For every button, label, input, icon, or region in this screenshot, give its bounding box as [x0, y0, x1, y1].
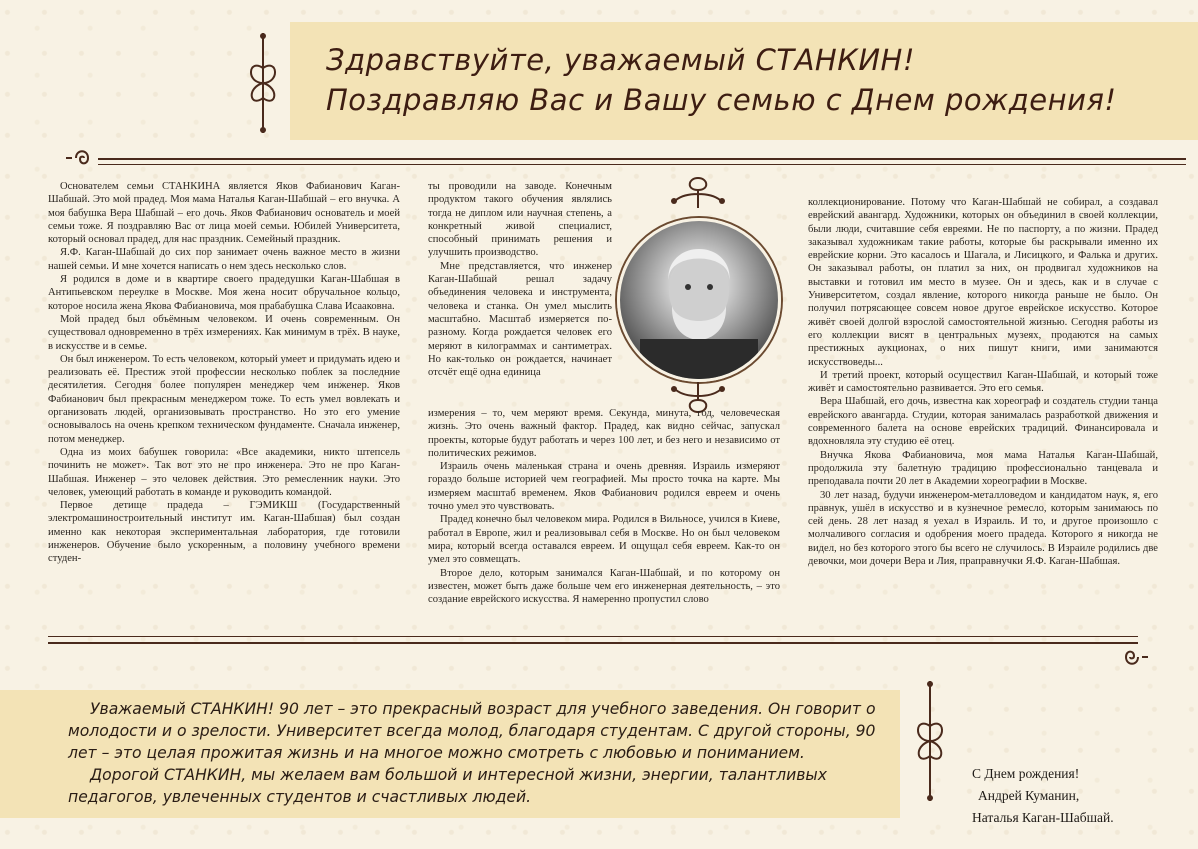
- flourish-ornament-portrait-top: [668, 176, 728, 210]
- flourish-ornament-top-left: [238, 28, 288, 138]
- paragraph: Первое детище прадеда – ГЭМИКШ (Государственный электромашиностроительный институт им. Каган-Шабшая) был создан именно как некоторая экспериментальная лаборатория, где готовили инженеров. Обучение было ускоренным, а половину учебного времени студен-: [48, 500, 400, 565]
- signature: [972, 763, 1114, 829]
- greeting-paragraph-1: Уважаемый СТАНКИН! 90 лет – это прекрасный возраст для учебного заведения. Он говорит о молодости и о зрелости. Университет всегда молод, благодаря студентам. С другой стороны, 90 лет – это целая прожитая жизнь и на многое можно смотреть с любовью и пониманием.: [68, 700, 876, 762]
- headline-line-1: Здравствуйте, уважаемый СТАНКИН!: [326, 43, 915, 77]
- article-column-1: [48, 180, 400, 566]
- top-rule: [98, 158, 1186, 160]
- article-column-2-bottom: [428, 407, 780, 606]
- paragraph: Основателем семьи СТАНКИНА является Яков Фабианович Каган-Шабшай. Это мой прадед. Моя мама Наталья Каган-Шабшай – его внучка. А моя бабушка Вера Шабшай – его дочь. Яков Фабианович основатель и моей семьи тоже. Я поздравляю Вас от лица моей семьи. Юбилей Университета, который основал прадед, для нас праздник. Семейный праздник.: [48, 181, 400, 246]
- paragraph: Прадед конечно был человеком мира. Родился в Вильносе, учился в Киеве, работал в Европе, жил и реализовывал себя в Москве. Но он был человеком мира, который всегда оставался евреем. И ощущал себя евреем. Как-то он умел это совмещать.: [428, 514, 780, 566]
- paragraph: И третий проект, который осуществил Каган-Шабшай, и который тоже живёт и самостоятельно развивается. Это его семья.: [808, 369, 1158, 395]
- paragraph: 30 лет назад, будучи инженером-металловедом и кандидатом наук, я, его правнук, ушёл в искусство и в кузнечное ремесло, которым занимаюсь по сей день. 28 лет назад я уехал в Израиль. И то, и другое произошло с молчаливого согласия и одобрения моего прадеда. Которого я никогда не видел, но без которого этого бы всего не случилось. В Израиле родились две девочки, мои дочери Вера и Лия, праправнучки Я.Ф. Каган-Шабшая.: [808, 489, 1158, 568]
- paragraph: коллекционирование. Потому что Каган-Шабшай не собирал, а создавал еврейский авангард. Художники, которых он объединил в своей коллекции, были люди, считавшие себя евреями. Не по паспорту, а по жизни. Прадед заказывал художникам такие работы, которые бы раскрывали именно их еврейские корни. Это касалось и Шагала, и Лисицкого, и Фалька и других. Он заказывал работы, он платил за них, он продвигал художников на выставки и готовил им место в музее. Он и здесь, как и в случае с Университетом, создал явление, которого никогда раньше не было. Он получил потрясающее совсем новое другое еврейское искусство. Которое живёт своей долгой взрослой самостоятельной жизнью. Сегодня работы из его коллекции висят в центральных музеях, продаются на самых престижных аукционах, о них пишут книги, ими занимаются искусствоведы...: [808, 197, 1158, 368]
- paragraph: Внучка Якова Фабиановича, моя мама Наталья Каган-Шабшай, продолжила эту балетную традицию профессионально танцевала и преподавала почти 20 лет в Академии хореографии в Москве.: [808, 449, 1158, 488]
- bottom-rule: [48, 642, 1138, 644]
- signature-line-2: Андрей Куманин,: [978, 788, 1080, 803]
- article-column-2-top: [428, 180, 612, 379]
- paragraph: измерения – то, чем меряют время. Секунда, минута, год, человеческая жизнь. Это очень важный фактор. Прадед, как видно сейчас, запускал проекты, которые будут работать и через 100 лет, и без него и независимо от политических режимов.: [428, 408, 780, 459]
- paragraph: Он был инженером. То есть человеком, который умеет и придумать идею и реализовать её. Престиж этой профессии несколько поблек за последние десятилетия. Сегодня более популярен менеджер чем инженер. Яков Фабианович был прекрасным менеджером тоже. То есть умел вовлекать и организовать людей, организовывать пространство. Но это его умение основывалось на очень крепком техническом фундаменте. Сначала инженер, потом менеджер.: [48, 353, 400, 445]
- paragraph: Одна из моих бабушек говорила: «Все академики, никто штепсель починить не может». Так вот это не про инженера. Это не про Каган-Шабшая. Инженер – это человек действия. Это ремесленник науки. Это человек, умеющий работать в команде и руководить командой.: [48, 446, 400, 498]
- paragraph: Я.Ф. Каган-Шабшай до сих пор занимает очень важное место в жизни нашей семьи. И мне хочется написать о нем здесь несколько слов.: [48, 247, 400, 272]
- paragraph: Мне представляется, что инженер Каган-Шабшай решал задачу объединения человека и инструмента, человека и станка. Он умел мыслить масштабно. Масштаб измеряется по-разному. Когда рождается человек его меряют в килограммах и сантиметрах. Но как-только он рождается, начинает отсчёт ещё одна единица: [428, 260, 612, 379]
- paragraph: Мой прадед был объёмным человеком. И очень современным. Он существовал одновременно в трёх измерениях. Как минимум в трёх. В науке, в искусстве и в семье.: [48, 313, 400, 352]
- signature-line-3: Наталья Каган-Шабшай.: [972, 810, 1114, 825]
- portrait-photo: [617, 218, 781, 382]
- swirl-ornament-top: [62, 145, 102, 171]
- paragraph: Израиль очень маленькая страна и очень древняя. Израиль измеряют гораздо больше историей чем географией. Мы просто точка на карте. Мы измеряем масштаб временем. Яков Фабианович родился евреем и очень точно умел это чувствовать.: [428, 461, 780, 513]
- paragraph: ты проводили на заводе. Конечным продуктом такого обучения являлись тогда не диплом или научная степень, а конкретный живой специалист, способный принимать решения и улучшить производство.: [428, 181, 612, 259]
- bottom-rule-thin: [48, 636, 1138, 637]
- paragraph: Второе дело, которым занимался Каган-Шабшай, и по которому он известен, может быть даже больше чем его инженерная деятельность, – это создание еврейского искусства. Я намеренно пропустил слово: [428, 567, 780, 606]
- paragraph: Я родился в доме и в квартире своего прадедушки Каган-Шабшая в Антипьевском переулке в Москве. Моя жена носит обручальное кольцо, которое носила жена Якова Фабиановича, моя прабабушка Слава Исааковна.: [48, 274, 400, 312]
- paragraph: Вера Шабшай, его дочь, известна как хореограф и создатель студии танца еврейского авангарда. Студии, которая занималась разработкой движения и современного балета на основе еврейских традиций. Финансировала и вдохновляла эту студию её отец.: [808, 396, 1158, 448]
- article-column-3: [808, 196, 1158, 568]
- signature-line-1: С Днем рождения!: [972, 766, 1080, 781]
- greeting-paragraph-2: Дорогой СТАНКИН, мы желаем вам большой и интересной жизни, энергии, талантливых педагогов, увлеченных студентов и счастливых людей.: [68, 766, 827, 806]
- headline: [326, 40, 1117, 120]
- swirl-ornament-bottom: [1112, 644, 1152, 670]
- top-rule-thin: [98, 164, 1186, 165]
- flourish-ornament-bottom-right: [905, 676, 955, 806]
- headline-line-2: Поздравляю Вас и Вашу семью с Днем рождения!: [326, 83, 1117, 117]
- bottom-greeting: [68, 698, 898, 808]
